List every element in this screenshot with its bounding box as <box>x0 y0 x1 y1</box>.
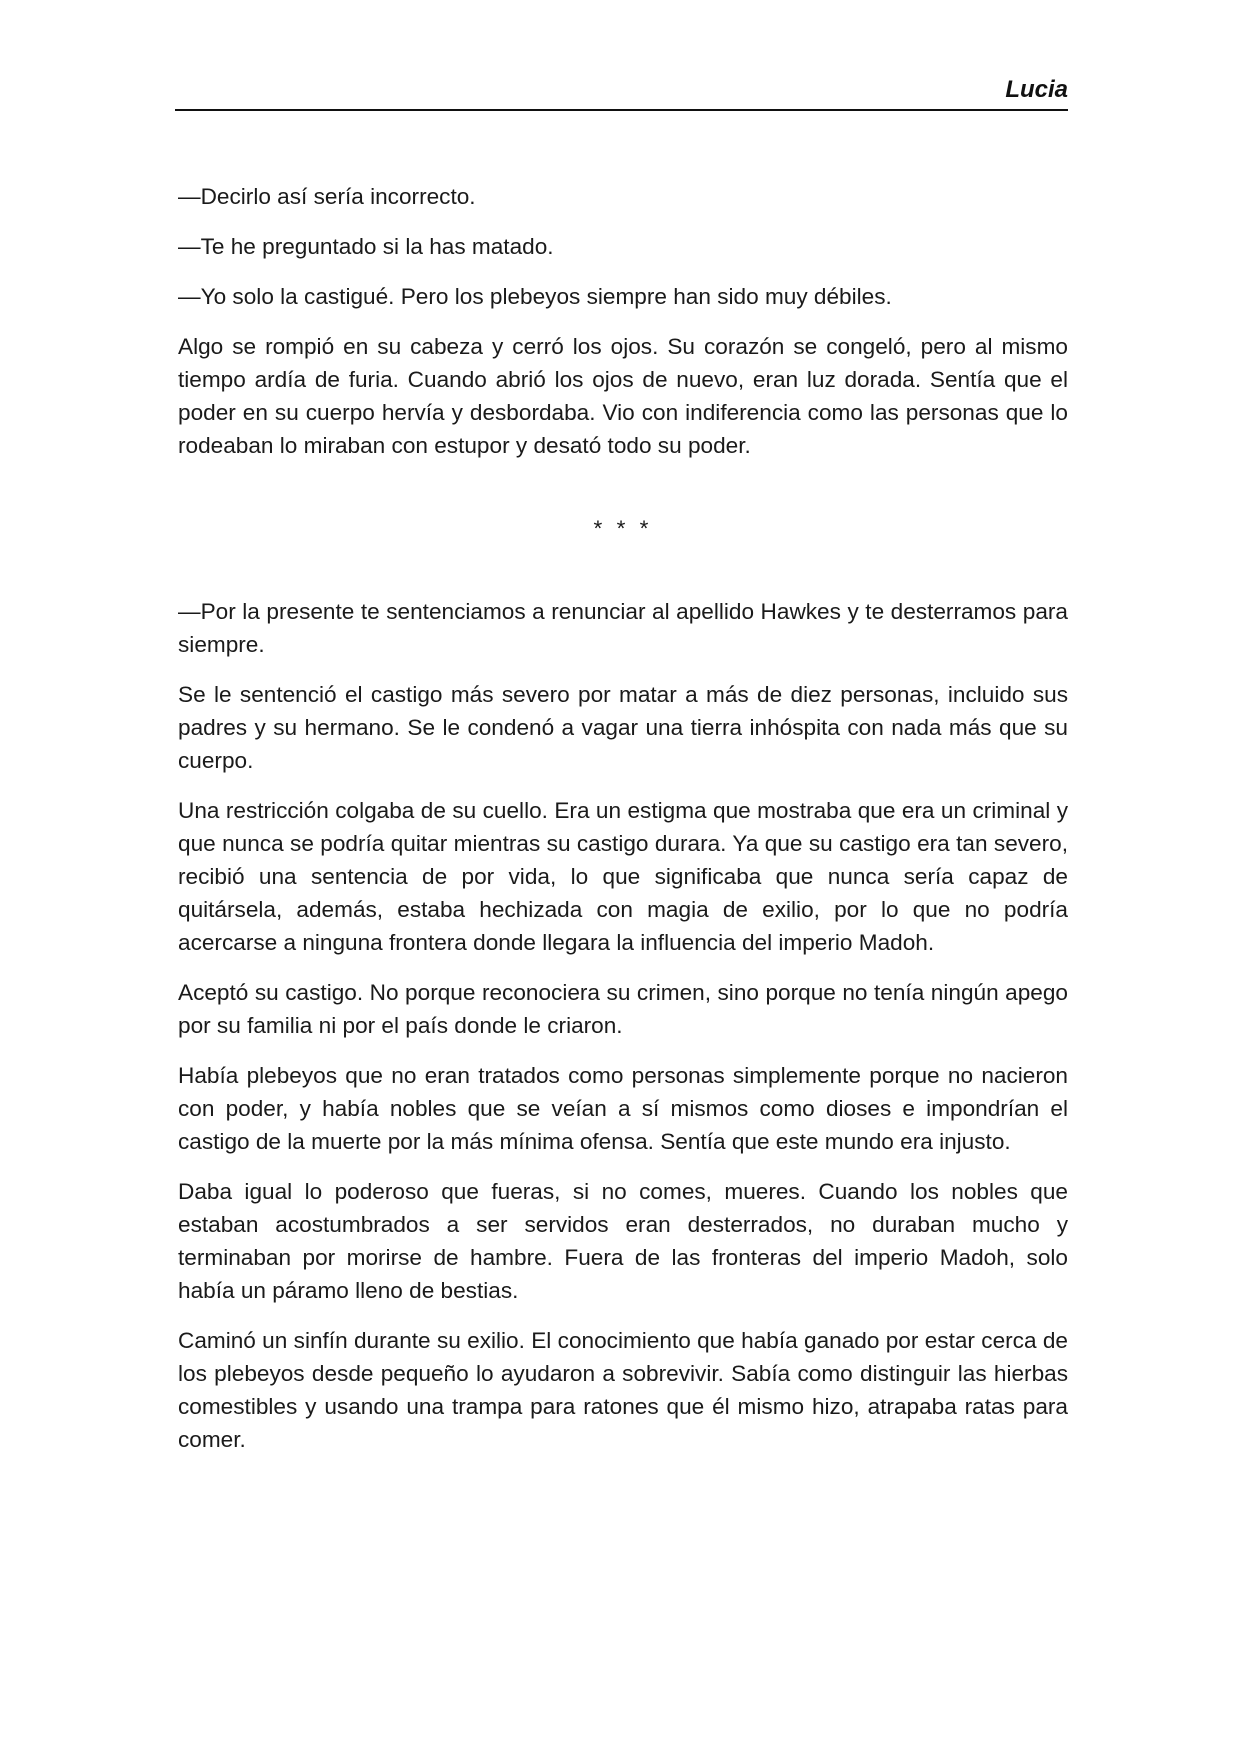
running-header <box>175 76 1068 112</box>
paragraph: —Por la presente te sentenciamos a renunciar al apellido Hawkes y te desterramos para siempre. <box>178 599 1068 657</box>
paragraph: Algo se rompió en su cabeza y cerró los ojos. Su corazón se congeló, pero al mismo tiempo ardía de furia. Cuando abrió los ojos de nuevo, eran luz dorada. Sentía que el poder en su cuerpo hervía y desbordaba. Vio con indiferencia como las personas que lo rodeaban lo miraban con estupor y desató todo su poder. <box>178 334 1068 458</box>
paragraph: Una restricción colgaba de su cuello. Era un estigma que mostraba que era un criminal y que nunca se podría quitar mientras su castigo durara. Ya que su castigo era tan severo, recibió una sentencia de por vida, lo que significaba que nunca sería capaz de quitársela, además, estaba hechizada con magia de exilio, por lo que no podría acercarse a ninguna frontera donde llegara la influencia del imperio Madoh. <box>178 798 1068 955</box>
paragraph: —Te he preguntado si la has matado. <box>178 234 554 259</box>
paragraph: —Decirlo así sería incorrecto. <box>178 184 476 209</box>
paragraph: Daba igual lo poderoso que fueras, si no comes, mueres. Cuando los nobles que estaban acostumbrados a ser servidos eran desterrados, no duraban mucho y terminaban por morirse de hambre. Fuera de las fronteras del imperio Madoh, solo había un páramo lleno de bestias. <box>178 1179 1068 1303</box>
header-rule <box>175 109 1068 111</box>
book-title: Lucia <box>1005 76 1068 103</box>
paragraph: Había plebeyos que no eran tratados como personas simplemente porque no nacieron con poder, y había nobles que se veían a sí mismos como dioses e impondrían el castigo de la muerte por la más mínima ofensa. Sentía que este mundo era injusto. <box>178 1063 1068 1154</box>
scene-break: * * * <box>593 516 653 541</box>
paragraph: Aceptó su castigo. No porque reconociera su crimen, sino porque no tenía ningún apego por su familia ni por el país donde le criaron. <box>178 980 1068 1038</box>
paragraph: —Yo solo la castigué. Pero los plebeyos siempre han sido muy débiles. <box>178 284 892 309</box>
paragraph: Se le sentenció el castigo más severo por matar a más de diez personas, incluido sus padres y su hermano. Se le condenó a vagar una tierra inhóspita con nada más que su cuerpo. <box>178 682 1068 773</box>
paragraph: Caminó un sinfín durante su exilio. El conocimiento que había ganado por estar cerca de los plebeyos desde pequeño lo ayudaron a sobrevivir. Sabía como distinguir las hierbas comestibles y usando una trampa para ratones que él mismo hizo, atrapaba ratas para comer. <box>178 1328 1068 1452</box>
body-text <box>178 180 1068 1473</box>
